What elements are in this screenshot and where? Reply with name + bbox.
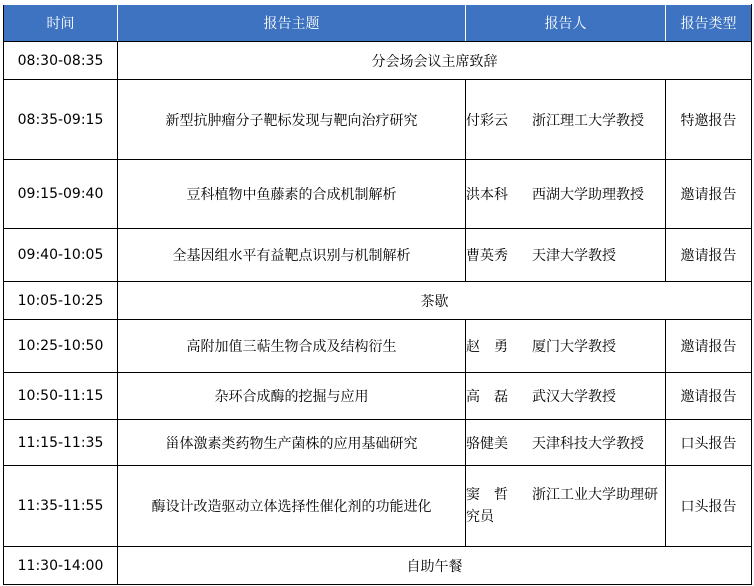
- row-speaker: [466, 466, 666, 547]
- table-row: [4, 466, 752, 547]
- speaker-name: 高 磊: [466, 389, 508, 405]
- speaker-affiliation: 浙江工业大学助理研究员: [466, 487, 658, 525]
- speaker-affiliation: 武汉大学教授: [532, 389, 616, 405]
- row-time: 10:05-10:25: [4, 282, 118, 320]
- row-time: 10:50-11:15: [4, 373, 118, 420]
- row-time: 10:25-10:50: [4, 320, 118, 373]
- speaker-name: 骆健美: [466, 435, 508, 452]
- row-time: 08:30-08:35: [4, 42, 118, 80]
- header-topic: 报告主题: [118, 5, 466, 42]
- speaker-affiliation: 天津大学教授: [532, 248, 616, 264]
- row-speaker: [466, 420, 666, 466]
- row-topic: 豆科植物中鱼藤素的合成机制解析: [118, 160, 466, 229]
- row-time: 11:35-11:55: [4, 466, 118, 547]
- table-row: [4, 320, 752, 373]
- table-row: [4, 229, 752, 282]
- row-type: 邀请报告: [666, 373, 752, 420]
- row-time: 09:40-10:05: [4, 229, 118, 282]
- row-topic: 酶设计改造驱动立体选择性催化剂的功能进化: [118, 466, 466, 547]
- table-header-row: [4, 5, 752, 42]
- table-row: [4, 42, 752, 80]
- row-speaker: [466, 373, 666, 420]
- speaker-name: 曹英秀: [466, 248, 508, 264]
- table-row: [4, 80, 752, 160]
- speaker-affiliation: 厦门大学教授: [532, 339, 616, 355]
- speaker-name: 窦 哲: [466, 487, 508, 503]
- row-type: 特邀报告: [666, 80, 752, 160]
- row-topic: 全基因组水平有益靶点识别与机制解析: [118, 229, 466, 282]
- row-topic: 杂环合成酶的挖掘与应用: [118, 373, 466, 420]
- row-speaker: [466, 320, 666, 373]
- row-speaker: [466, 160, 666, 229]
- table-row: [4, 373, 752, 420]
- row-session-label: 分会场会议主席致辞: [118, 42, 752, 80]
- row-type: 口头报告: [666, 466, 752, 547]
- row-topic: 高附加值三萜生物合成及结构衍生: [118, 320, 466, 373]
- speaker-name: 赵 勇: [466, 339, 508, 355]
- row-type: 邀请报告: [666, 229, 752, 282]
- table-row: [4, 282, 752, 320]
- speaker-name: 付彩云: [466, 112, 508, 129]
- table-row: [4, 160, 752, 229]
- row-topic: 甾体激素类药物生产菌株的应用基础研究: [118, 420, 466, 466]
- header-type: 报告类型: [666, 5, 752, 42]
- header-time: 时间: [4, 5, 118, 42]
- row-speaker: [466, 80, 666, 160]
- row-time: 11:15-11:35: [4, 420, 118, 466]
- header-speaker: 报告人: [466, 5, 666, 42]
- row-session-label: 茶歇: [118, 282, 752, 320]
- row-topic: 新型抗肿瘤分子靶标发现与靶向治疗研究: [118, 80, 466, 160]
- speaker-affiliation: 天津科技大学教授: [532, 435, 644, 452]
- table-row: [4, 420, 752, 466]
- row-speaker: [466, 229, 666, 282]
- row-type: 口头报告: [666, 420, 752, 466]
- row-time: 11:30-14:00: [4, 547, 118, 585]
- speaker-affiliation: 西湖大学助理教授: [532, 187, 644, 203]
- row-type: 邀请报告: [666, 160, 752, 229]
- row-time: 09:15-09:40: [4, 160, 118, 229]
- schedule-table: [3, 4, 752, 585]
- row-time: 08:35-09:15: [4, 80, 118, 160]
- table-row: [4, 547, 752, 585]
- speaker-affiliation: 浙江理工大学教授: [532, 112, 644, 129]
- speaker-name: 洪本科: [466, 187, 508, 203]
- row-type: 邀请报告: [666, 320, 752, 373]
- row-session-label: 自助午餐: [118, 547, 752, 585]
